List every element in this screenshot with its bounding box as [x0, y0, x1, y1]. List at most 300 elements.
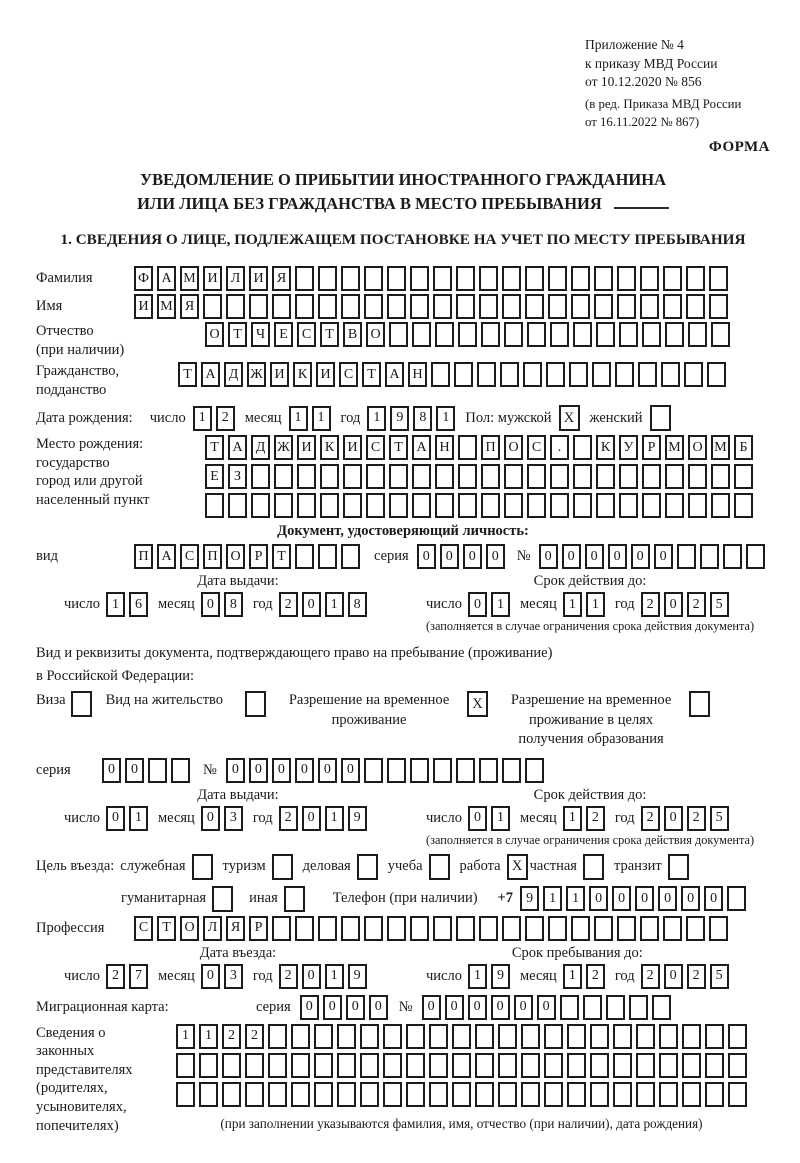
char-cell[interactable] — [567, 1082, 586, 1107]
char-cell[interactable] — [659, 1024, 678, 1049]
char-cell[interactable]: Ф — [134, 266, 153, 291]
char-cell[interactable]: К — [596, 435, 615, 460]
char-cell[interactable]: Т — [320, 322, 339, 347]
char-cell[interactable]: К — [320, 435, 339, 460]
char-cell[interactable]: М — [157, 294, 176, 319]
char-cell[interactable] — [320, 464, 339, 489]
char-cell[interactable]: Л — [203, 916, 222, 941]
char-cell[interactable] — [594, 916, 613, 941]
char-cell[interactable] — [594, 266, 613, 291]
char-cell[interactable]: Р — [642, 435, 661, 460]
residence-issue-month-cells[interactable] — [201, 806, 243, 831]
char-cell[interactable]: 5 — [710, 806, 729, 831]
char-cell[interactable]: И — [270, 362, 289, 387]
char-cell[interactable]: 0 — [631, 544, 650, 569]
char-cell[interactable] — [314, 1082, 333, 1107]
char-cell[interactable]: 2 — [279, 806, 298, 831]
char-cell[interactable] — [617, 294, 636, 319]
char-cell[interactable] — [318, 544, 337, 569]
char-cell[interactable]: С — [297, 322, 316, 347]
char-cell[interactable] — [360, 1053, 379, 1078]
char-cell[interactable] — [387, 266, 406, 291]
char-cell[interactable] — [617, 266, 636, 291]
identity-valid-day-cells[interactable] — [468, 592, 510, 617]
char-cell[interactable]: 0 — [468, 995, 487, 1020]
char-cell[interactable]: И — [249, 266, 268, 291]
char-cell[interactable] — [686, 916, 705, 941]
char-cell[interactable]: 0 — [422, 995, 441, 1020]
char-cell[interactable]: 0 — [658, 886, 677, 911]
char-cell[interactable]: И — [343, 435, 362, 460]
char-cell[interactable]: Т — [389, 435, 408, 460]
char-cell[interactable]: 7 — [129, 964, 148, 989]
char-cell[interactable] — [527, 464, 546, 489]
char-cell[interactable]: 1 — [491, 592, 510, 617]
char-cell[interactable] — [619, 464, 638, 489]
char-cell[interactable] — [249, 294, 268, 319]
purpose-business-checkbox[interactable] — [357, 854, 378, 880]
purpose-work-checkbox[interactable]: X — [507, 854, 528, 880]
char-cell[interactable] — [619, 322, 638, 347]
char-cell[interactable]: Т — [157, 916, 176, 941]
char-cell[interactable]: 1 — [199, 1024, 218, 1049]
char-cell[interactable]: 1 — [543, 886, 562, 911]
char-cell[interactable]: 1 — [129, 806, 148, 831]
char-cell[interactable] — [297, 464, 316, 489]
char-cell[interactable]: 9 — [348, 806, 367, 831]
char-cell[interactable]: Я — [180, 294, 199, 319]
char-cell[interactable] — [410, 758, 429, 783]
char-cell[interactable] — [383, 1024, 402, 1049]
char-cell[interactable]: П — [481, 435, 500, 460]
char-cell[interactable] — [711, 464, 730, 489]
char-cell[interactable]: 5 — [710, 592, 729, 617]
char-cell[interactable]: 1 — [563, 806, 582, 831]
char-cell[interactable] — [454, 362, 473, 387]
char-cell[interactable]: 1 — [491, 806, 510, 831]
char-cell[interactable]: А — [228, 435, 247, 460]
char-cell[interactable]: А — [385, 362, 404, 387]
char-cell[interactable]: 1 — [325, 592, 344, 617]
char-cell[interactable] — [406, 1024, 425, 1049]
char-cell[interactable] — [498, 1082, 517, 1107]
char-cell[interactable] — [642, 322, 661, 347]
char-cell[interactable]: 1 — [289, 406, 308, 431]
char-cell[interactable] — [663, 266, 682, 291]
char-cell[interactable] — [548, 266, 567, 291]
char-cell[interactable] — [527, 322, 546, 347]
char-cell[interactable]: С — [134, 916, 153, 941]
char-cell[interactable] — [709, 266, 728, 291]
char-cell[interactable]: 1 — [193, 406, 212, 431]
char-cell[interactable] — [734, 493, 753, 518]
char-cell[interactable] — [199, 1082, 218, 1107]
char-cell[interactable] — [560, 995, 579, 1020]
char-cell[interactable] — [406, 1053, 425, 1078]
char-cell[interactable] — [452, 1082, 471, 1107]
char-cell[interactable]: . — [550, 435, 569, 460]
char-cell[interactable]: 1 — [436, 406, 455, 431]
char-cell[interactable]: 0 — [664, 806, 683, 831]
char-cell[interactable] — [410, 266, 429, 291]
char-cell[interactable]: 2 — [216, 406, 235, 431]
char-cell[interactable]: Ж — [274, 435, 293, 460]
char-cell[interactable] — [521, 1053, 540, 1078]
phone-cells[interactable] — [520, 886, 746, 911]
char-cell[interactable] — [728, 1082, 747, 1107]
char-cell[interactable] — [320, 493, 339, 518]
char-cell[interactable] — [606, 995, 625, 1020]
char-cell[interactable] — [573, 322, 592, 347]
representatives-row-1[interactable] — [176, 1024, 747, 1049]
purpose-tourism-checkbox[interactable] — [272, 854, 293, 880]
char-cell[interactable] — [661, 362, 680, 387]
char-cell[interactable] — [429, 1082, 448, 1107]
char-cell[interactable] — [479, 916, 498, 941]
char-cell[interactable]: 0 — [102, 758, 121, 783]
char-cell[interactable]: У — [619, 435, 638, 460]
char-cell[interactable] — [525, 294, 544, 319]
residence-valid-day-cells[interactable] — [468, 806, 510, 831]
char-cell[interactable] — [709, 294, 728, 319]
char-cell[interactable] — [659, 1053, 678, 1078]
char-cell[interactable]: Ж — [247, 362, 266, 387]
char-cell[interactable] — [688, 464, 707, 489]
char-cell[interactable]: 9 — [390, 406, 409, 431]
char-cell[interactable]: 0 — [302, 806, 321, 831]
char-cell[interactable]: 0 — [302, 964, 321, 989]
char-cell[interactable] — [477, 362, 496, 387]
char-cell[interactable]: А — [412, 435, 431, 460]
char-cell[interactable]: Е — [274, 322, 293, 347]
char-cell[interactable] — [479, 266, 498, 291]
birth-place-row-1[interactable] — [205, 435, 753, 460]
char-cell[interactable]: 8 — [224, 592, 243, 617]
birth-month-cells[interactable] — [289, 406, 331, 431]
char-cell[interactable]: Я — [226, 916, 245, 941]
char-cell[interactable] — [171, 758, 190, 783]
purpose-official-checkbox[interactable] — [192, 854, 213, 880]
char-cell[interactable] — [176, 1053, 195, 1078]
male-checkbox[interactable]: X — [559, 405, 580, 431]
temp-permit-checkbox[interactable]: X — [467, 691, 488, 717]
char-cell[interactable] — [705, 1053, 724, 1078]
char-cell[interactable]: 2 — [641, 806, 660, 831]
char-cell[interactable] — [700, 544, 719, 569]
char-cell[interactable]: 0 — [589, 886, 608, 911]
char-cell[interactable]: 1 — [566, 886, 585, 911]
char-cell[interactable] — [569, 362, 588, 387]
char-cell[interactable] — [343, 464, 362, 489]
char-cell[interactable] — [727, 886, 746, 911]
char-cell[interactable] — [682, 1053, 701, 1078]
char-cell[interactable]: Д — [224, 362, 243, 387]
char-cell[interactable]: 0 — [654, 544, 673, 569]
char-cell[interactable]: 2 — [641, 592, 660, 617]
residence-valid-year-cells[interactable] — [641, 806, 729, 831]
char-cell[interactable] — [523, 362, 542, 387]
char-cell[interactable]: И — [203, 266, 222, 291]
char-cell[interactable] — [688, 493, 707, 518]
char-cell[interactable] — [274, 493, 293, 518]
char-cell[interactable] — [389, 322, 408, 347]
char-cell[interactable]: В — [343, 322, 362, 347]
char-cell[interactable] — [498, 1024, 517, 1049]
char-cell[interactable]: 2 — [687, 964, 706, 989]
char-cell[interactable]: 1 — [312, 406, 331, 431]
char-cell[interactable]: А — [157, 266, 176, 291]
char-cell[interactable] — [746, 544, 765, 569]
char-cell[interactable] — [205, 493, 224, 518]
char-cell[interactable] — [571, 916, 590, 941]
char-cell[interactable] — [318, 294, 337, 319]
char-cell[interactable] — [548, 294, 567, 319]
char-cell[interactable] — [544, 1082, 563, 1107]
female-checkbox[interactable] — [650, 405, 671, 431]
char-cell[interactable] — [550, 464, 569, 489]
char-cell[interactable] — [245, 1053, 264, 1078]
representatives-row-3[interactable] — [176, 1082, 747, 1107]
char-cell[interactable] — [684, 362, 703, 387]
char-cell[interactable] — [435, 493, 454, 518]
purpose-other-checkbox[interactable] — [284, 886, 305, 912]
residence-issue-day-cells[interactable] — [106, 806, 148, 831]
char-cell[interactable] — [410, 916, 429, 941]
char-cell[interactable]: 2 — [586, 806, 605, 831]
char-cell[interactable] — [458, 464, 477, 489]
char-cell[interactable] — [291, 1053, 310, 1078]
char-cell[interactable]: Д — [251, 435, 270, 460]
entry-year-cells[interactable] — [279, 964, 367, 989]
char-cell[interactable] — [548, 916, 567, 941]
char-cell[interactable] — [502, 916, 521, 941]
char-cell[interactable] — [222, 1082, 241, 1107]
char-cell[interactable] — [341, 266, 360, 291]
char-cell[interactable]: Т — [228, 322, 247, 347]
char-cell[interactable] — [723, 544, 742, 569]
char-cell[interactable] — [613, 1053, 632, 1078]
char-cell[interactable] — [431, 362, 450, 387]
char-cell[interactable] — [640, 916, 659, 941]
char-cell[interactable]: О — [226, 544, 245, 569]
char-cell[interactable] — [709, 916, 728, 941]
char-cell[interactable] — [251, 464, 270, 489]
char-cell[interactable]: 0 — [468, 806, 487, 831]
char-cell[interactable] — [544, 1024, 563, 1049]
char-cell[interactable] — [295, 294, 314, 319]
char-cell[interactable]: О — [366, 322, 385, 347]
char-cell[interactable] — [592, 362, 611, 387]
char-cell[interactable]: 0 — [635, 886, 654, 911]
char-cell[interactable]: 0 — [486, 544, 505, 569]
char-cell[interactable]: 1 — [586, 592, 605, 617]
identity-number-cells[interactable] — [539, 544, 765, 569]
char-cell[interactable]: Л — [226, 266, 245, 291]
char-cell[interactable] — [295, 544, 314, 569]
char-cell[interactable] — [272, 916, 291, 941]
char-cell[interactable] — [615, 362, 634, 387]
residence-number-cells[interactable] — [226, 758, 544, 783]
char-cell[interactable] — [665, 464, 684, 489]
char-cell[interactable]: 1 — [325, 806, 344, 831]
char-cell[interactable] — [203, 294, 222, 319]
char-cell[interactable]: 2 — [222, 1024, 241, 1049]
char-cell[interactable] — [314, 1024, 333, 1049]
char-cell[interactable] — [728, 1053, 747, 1078]
char-cell[interactable] — [682, 1082, 701, 1107]
char-cell[interactable]: Н — [435, 435, 454, 460]
char-cell[interactable]: 0 — [295, 758, 314, 783]
char-cell[interactable] — [412, 464, 431, 489]
char-cell[interactable] — [228, 493, 247, 518]
char-cell[interactable] — [341, 544, 360, 569]
char-cell[interactable]: М — [711, 435, 730, 460]
char-cell[interactable] — [525, 266, 544, 291]
char-cell[interactable] — [640, 294, 659, 319]
char-cell[interactable] — [452, 1053, 471, 1078]
char-cell[interactable] — [663, 294, 682, 319]
char-cell[interactable] — [617, 916, 636, 941]
char-cell[interactable] — [638, 362, 657, 387]
edu-permit-checkbox[interactable] — [689, 691, 710, 717]
char-cell[interactable] — [677, 544, 696, 569]
char-cell[interactable]: 0 — [562, 544, 581, 569]
char-cell[interactable]: И — [316, 362, 335, 387]
char-cell[interactable] — [318, 266, 337, 291]
char-cell[interactable] — [387, 294, 406, 319]
stay-year-cells[interactable] — [641, 964, 729, 989]
char-cell[interactable]: А — [201, 362, 220, 387]
surname-cells[interactable] — [134, 266, 728, 291]
char-cell[interactable] — [360, 1082, 379, 1107]
char-cell[interactable]: 0 — [300, 995, 319, 1020]
char-cell[interactable]: 0 — [491, 995, 510, 1020]
char-cell[interactable]: 8 — [413, 406, 432, 431]
char-cell[interactable]: 9 — [491, 964, 510, 989]
char-cell[interactable]: Е — [205, 464, 224, 489]
char-cell[interactable] — [458, 493, 477, 518]
char-cell[interactable] — [550, 493, 569, 518]
char-cell[interactable]: 0 — [201, 806, 220, 831]
char-cell[interactable] — [571, 294, 590, 319]
char-cell[interactable] — [596, 464, 615, 489]
char-cell[interactable] — [364, 266, 383, 291]
char-cell[interactable] — [433, 266, 452, 291]
char-cell[interactable] — [502, 294, 521, 319]
char-cell[interactable] — [504, 322, 523, 347]
purpose-transit-checkbox[interactable] — [668, 854, 689, 880]
birth-place-row-2[interactable] — [205, 464, 753, 489]
char-cell[interactable] — [456, 266, 475, 291]
char-cell[interactable]: 0 — [318, 758, 337, 783]
char-cell[interactable] — [567, 1024, 586, 1049]
char-cell[interactable] — [366, 493, 385, 518]
char-cell[interactable] — [546, 362, 565, 387]
char-cell[interactable] — [596, 493, 615, 518]
char-cell[interactable] — [412, 493, 431, 518]
entry-month-cells[interactable] — [201, 964, 243, 989]
char-cell[interactable] — [567, 1053, 586, 1078]
char-cell[interactable] — [481, 322, 500, 347]
char-cell[interactable]: 0 — [612, 886, 631, 911]
char-cell[interactable]: 0 — [463, 544, 482, 569]
char-cell[interactable]: 0 — [346, 995, 365, 1020]
char-cell[interactable] — [456, 294, 475, 319]
char-cell[interactable]: О — [688, 435, 707, 460]
char-cell[interactable] — [452, 1024, 471, 1049]
char-cell[interactable] — [640, 266, 659, 291]
char-cell[interactable] — [525, 758, 544, 783]
char-cell[interactable] — [389, 464, 408, 489]
char-cell[interactable] — [435, 322, 454, 347]
identity-valid-month-cells[interactable] — [563, 592, 605, 617]
char-cell[interactable]: А — [157, 544, 176, 569]
char-cell[interactable] — [613, 1082, 632, 1107]
char-cell[interactable] — [705, 1024, 724, 1049]
char-cell[interactable]: Н — [408, 362, 427, 387]
char-cell[interactable]: 5 — [710, 964, 729, 989]
char-cell[interactable]: 0 — [537, 995, 556, 1020]
char-cell[interactable]: 1 — [367, 406, 386, 431]
char-cell[interactable]: И — [297, 435, 316, 460]
char-cell[interactable] — [318, 916, 337, 941]
char-cell[interactable] — [337, 1082, 356, 1107]
char-cell[interactable]: 0 — [201, 964, 220, 989]
char-cell[interactable] — [652, 995, 671, 1020]
identity-type-cells[interactable] — [134, 544, 360, 569]
char-cell[interactable] — [728, 1024, 747, 1049]
char-cell[interactable] — [456, 916, 475, 941]
purpose-study-checkbox[interactable] — [429, 854, 450, 880]
char-cell[interactable]: И — [134, 294, 153, 319]
identity-valid-year-cells[interactable] — [641, 592, 729, 617]
char-cell[interactable]: 0 — [445, 995, 464, 1020]
char-cell[interactable] — [504, 493, 523, 518]
char-cell[interactable] — [481, 493, 500, 518]
char-cell[interactable] — [314, 1053, 333, 1078]
char-cell[interactable]: 2 — [245, 1024, 264, 1049]
char-cell[interactable]: 0 — [323, 995, 342, 1020]
char-cell[interactable] — [688, 322, 707, 347]
char-cell[interactable] — [659, 1082, 678, 1107]
char-cell[interactable] — [594, 294, 613, 319]
given-name-cells[interactable] — [134, 294, 728, 319]
char-cell[interactable]: 2 — [586, 964, 605, 989]
char-cell[interactable]: 0 — [585, 544, 604, 569]
char-cell[interactable]: 1 — [106, 592, 125, 617]
char-cell[interactable] — [590, 1082, 609, 1107]
char-cell[interactable] — [636, 1082, 655, 1107]
char-cell[interactable] — [429, 1053, 448, 1078]
char-cell[interactable] — [504, 464, 523, 489]
stay-day-cells[interactable] — [468, 964, 510, 989]
char-cell[interactable] — [337, 1053, 356, 1078]
char-cell[interactable] — [686, 266, 705, 291]
char-cell[interactable] — [636, 1053, 655, 1078]
char-cell[interactable]: 8 — [348, 592, 367, 617]
char-cell[interactable] — [711, 493, 730, 518]
char-cell[interactable] — [433, 916, 452, 941]
char-cell[interactable]: О — [180, 916, 199, 941]
char-cell[interactable] — [245, 1082, 264, 1107]
char-cell[interactable] — [590, 1053, 609, 1078]
patronymic-cells[interactable] — [205, 322, 730, 347]
char-cell[interactable] — [383, 1053, 402, 1078]
char-cell[interactable] — [665, 493, 684, 518]
char-cell[interactable] — [387, 916, 406, 941]
char-cell[interactable]: М — [665, 435, 684, 460]
char-cell[interactable] — [663, 916, 682, 941]
